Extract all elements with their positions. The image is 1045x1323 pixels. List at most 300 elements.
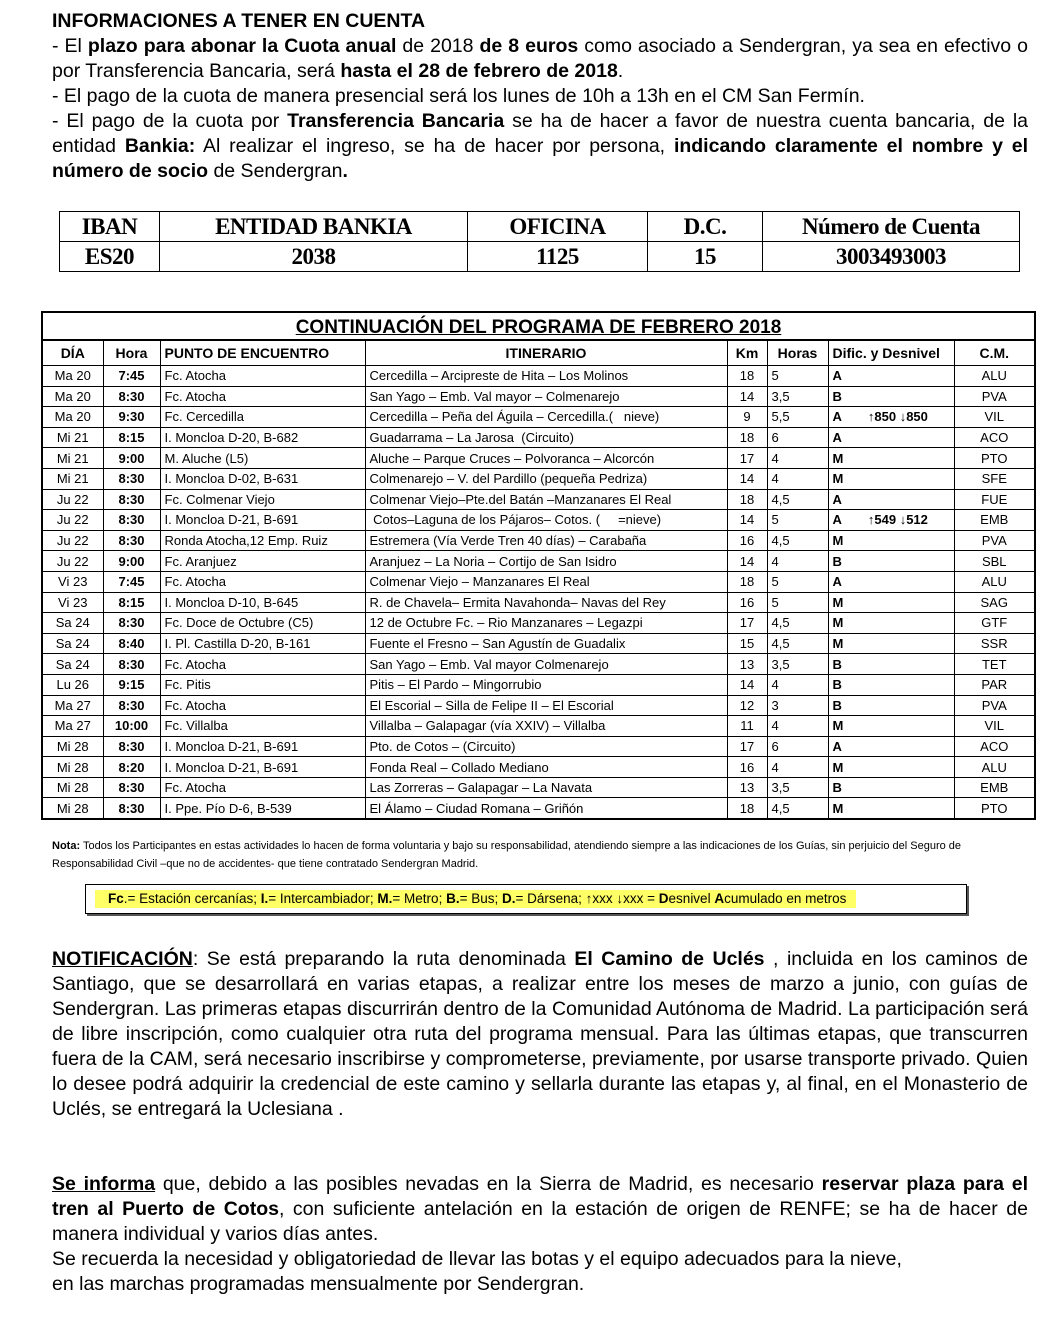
- cell-dificultad: [828, 633, 954, 654]
- cell-dificultad: [828, 530, 954, 551]
- text: se ha de hacer a favor de nuestra cuenta bancaria, de la entidad: [52, 110, 1029, 157]
- cell-punto: I. Moncloa D-21, B-691: [160, 510, 365, 531]
- cell-cm: ACO: [954, 427, 1035, 448]
- cell-punto: M. Aluche (L5): [160, 448, 365, 469]
- cell-hora: 8:30: [103, 654, 160, 675]
- bold-text: Bankia:: [124, 135, 196, 157]
- cell-cm: SSR: [954, 633, 1035, 654]
- cell-punto: I. Moncloa D-20, B-682: [160, 427, 365, 448]
- program-title: CONTINUACIÓN DEL PROGRAMA DE FEBRERO 2018: [41, 311, 1036, 339]
- cell-itinerario: Villalba – Galapagar (vía XXIV) – Villalba: [365, 716, 727, 737]
- camino-name: El Camino de Uclés: [574, 948, 765, 970]
- dificultad-level: M: [832, 450, 844, 466]
- cell-punto: Ronda Atocha,12 Emp. Ruiz: [160, 530, 365, 551]
- cell-dificultad: [828, 757, 954, 778]
- cell-hora: 7:45: [103, 366, 160, 387]
- nota-disclaimer: [52, 837, 1012, 873]
- cell-cm: GTF: [954, 613, 1035, 634]
- legend-abbr-fc: Fc: [108, 891, 124, 906]
- col-header-itinerario: ITINERARIO: [365, 340, 727, 366]
- text: , incluida en los caminos de Santiago, que se desarrollará en varias etapas, a realizar entre los meses de marzo a junio, con guías de Sendergran. Las primeras etapas discurrirán dentro de la Comunidad Autónoma de Madrid. La participación será de libre inscripción, como cualquier otra ruta del programa mensual. Para las últimas etapas, que transcurren fuera de la CAM, será necesario inscribirse y comprometerse, previamente, por usarse transporte privado. Quien lo desee podrá adquirir la credencial de este camino y sellarla durante las etapas y, al final, en el Monasterio de Uclés, se entregará la Uclesiana .: [52, 948, 1028, 1120]
- cell-horas: 3: [767, 695, 828, 716]
- dificultad-level: M: [832, 800, 844, 816]
- table-row: [42, 427, 1035, 448]
- legend-abbr-b: B.: [446, 891, 460, 906]
- cell-km: 14: [727, 386, 767, 407]
- cell-horas: 4,5: [767, 798, 828, 819]
- text: de 2018: [396, 35, 480, 57]
- cell-dificultad: [828, 510, 954, 531]
- cell-hora: 8:30: [103, 613, 160, 634]
- cell-cm: PTO: [954, 448, 1035, 469]
- cell-punto: I. Moncloa D-10, B-645: [160, 592, 365, 613]
- cell-horas: 4: [767, 757, 828, 778]
- cell-cm: PAR: [954, 674, 1035, 695]
- table-row: [42, 674, 1035, 695]
- cell-punto: I. Ppe. Pío D-6, B-539: [160, 798, 365, 819]
- info-title: INFORMACIONES A TENER EN CUENTA: [52, 10, 426, 32]
- legend-abbr-d: D.: [501, 891, 516, 906]
- program-body: [42, 366, 1035, 820]
- cell-itinerario: Cotos–Laguna de los Pájaros– Cotos. ( =nieve): [365, 510, 727, 531]
- info-paragraph-cuota: [52, 34, 1028, 84]
- cell-cm: FUE: [954, 489, 1035, 510]
- cell-km: 11: [727, 716, 767, 737]
- cell-hora: 8:30: [103, 695, 160, 716]
- cell-dificultad: [828, 427, 954, 448]
- text: que, debido a las posibles nevadas en la Sierra de Madrid, es necesario: [155, 1173, 822, 1195]
- cell-km: 18: [727, 798, 767, 819]
- text: : Se está preparando la ruta denominada: [192, 948, 575, 970]
- cell-dificultad: [828, 571, 954, 592]
- cell-km: 13: [727, 654, 767, 675]
- dificultad-level: A: [832, 430, 842, 446]
- cell-km: 18: [727, 366, 767, 387]
- cell-km: 16: [727, 757, 767, 778]
- cell-cm: SBL: [954, 551, 1035, 572]
- cell-itinerario: Cercedilla – Peña del Águila – Cercedilla.( nieve): [365, 407, 727, 428]
- cell-itinerario: 12 de Octubre Fc. – Rio Manzanares – Legazpi: [365, 613, 727, 634]
- cell-hora: 8:30: [103, 798, 160, 819]
- cell-dificultad: [828, 551, 954, 572]
- cell-horas: 6: [767, 427, 828, 448]
- cell-cm: VIL: [954, 407, 1035, 428]
- nota-label: Nota:: [52, 840, 81, 852]
- elevation-arrows-icon: ↑xxx ↓xxx =: [585, 891, 659, 906]
- cell-cm: PVA: [954, 386, 1035, 407]
- table-row: [42, 468, 1035, 489]
- cell-horas: 5,5: [767, 407, 828, 428]
- cell-dificultad: [828, 468, 954, 489]
- informa-label: Se informa: [52, 1173, 156, 1195]
- text: , con suficiente antelación en la estación de origen de RENFE; se ha de hacer de manera individual y varios días antes.: [52, 1198, 1028, 1245]
- dificultad-level: M: [832, 533, 844, 549]
- cell-dia: Mi 21: [42, 448, 103, 469]
- dificultad-level: B: [832, 780, 842, 796]
- info-paragraph-transferencia: [52, 109, 1028, 184]
- cell-km: 18: [727, 489, 767, 510]
- cell-horas: 4: [767, 716, 828, 737]
- dificultad-level: B: [832, 388, 842, 404]
- cell-dificultad: [828, 716, 954, 737]
- dificultad-level: A: [832, 738, 842, 754]
- dificultad-level: M: [832, 718, 844, 734]
- cell-hora: 9:15: [103, 674, 160, 695]
- cell-cm: EMB: [954, 777, 1035, 798]
- cell-km: 14: [727, 551, 767, 572]
- cell-hora: 8:15: [103, 592, 160, 613]
- program-table: [41, 311, 1036, 820]
- table-row: [42, 757, 1035, 778]
- cell-horas: 5: [767, 366, 828, 387]
- table-row: [42, 489, 1035, 510]
- cell-itinerario: El Álamo – Ciudad Romana – Griñón: [365, 798, 727, 819]
- bold-text: de 8 euros: [479, 35, 579, 57]
- col-header-km: Km: [727, 340, 767, 366]
- col-header-punto: PUNTO DE ENCUENTRO: [160, 340, 365, 366]
- cell-cm: SFE: [954, 468, 1035, 489]
- desnivel-value: ↑549 ↓512: [867, 512, 928, 528]
- cell-km: 17: [727, 448, 767, 469]
- cell-hora: 8:30: [103, 468, 160, 489]
- cell-hora: 8:30: [103, 489, 160, 510]
- cell-km: 9: [727, 407, 767, 428]
- bold-text: indicando claramente el nombre y el número de socio: [52, 135, 1029, 182]
- cell-cm: TET: [954, 654, 1035, 675]
- text: - El: [52, 35, 88, 57]
- cell-dia: Vi 23: [42, 592, 103, 613]
- text: como asociado a Sendergran, ya sea en efectivo o por Transferencia Bancaria, será: [52, 35, 1029, 82]
- cell-km: 14: [727, 674, 767, 695]
- informa-section: [52, 1172, 1028, 1297]
- bank-header-dc: D.C.: [648, 212, 763, 242]
- bank-account-table: [59, 211, 1020, 272]
- cell-dia: Ma 20: [42, 407, 103, 428]
- bold-text: hasta el 28 de febrero de 2018: [340, 60, 618, 82]
- bank-value-dc: 15: [648, 242, 763, 272]
- legend-text: esnivel: [668, 891, 715, 906]
- cell-horas: 4: [767, 551, 828, 572]
- dificultad-level: A: [832, 512, 842, 528]
- cell-punto: Fc. Atocha: [160, 366, 365, 387]
- col-header-dificultad: Dific. y Desnivel: [828, 340, 954, 366]
- cell-cm: PTO: [954, 798, 1035, 819]
- table-row: [42, 736, 1035, 757]
- cell-hora: 9:30: [103, 407, 160, 428]
- cell-hora: 8:20: [103, 757, 160, 778]
- bank-value-iban: ES20: [60, 242, 160, 272]
- informa-line-botas: Se recuerda la necesidad y obligatoriedad de llevar las botas y el equipo adecuados para la nieve,: [52, 1248, 902, 1270]
- cell-punto: Fc. Cercedilla: [160, 407, 365, 428]
- dificultad-level: A: [832, 409, 842, 425]
- cell-itinerario: Fuente el Fresno – San Agustín de Guadalix: [365, 633, 727, 654]
- cell-cm: ALU: [954, 571, 1035, 592]
- cell-cm: PVA: [954, 530, 1035, 551]
- cell-dia: Ju 22: [42, 551, 103, 572]
- cell-hora: 8:15: [103, 427, 160, 448]
- cell-km: 15: [727, 633, 767, 654]
- cell-km: 17: [727, 736, 767, 757]
- cell-dia: Sa 24: [42, 654, 103, 675]
- cell-dia: Vi 23: [42, 571, 103, 592]
- table-row: [42, 386, 1035, 407]
- legend-text: .= Estación cercanías;: [123, 891, 261, 906]
- cell-dificultad: [828, 736, 954, 757]
- cell-itinerario: Guadarrama – La Jarosa (Circuito): [365, 427, 727, 448]
- bank-header-entidad: ENTIDAD BANKIA: [160, 212, 468, 242]
- informa-line-marchas: en las marchas programadas mensualmente por Sendergran.: [52, 1273, 585, 1295]
- table-row: [42, 716, 1035, 737]
- cell-itinerario: Las Zorreras – Galapagar – La Navata: [365, 777, 727, 798]
- cell-dia: Lu 26: [42, 674, 103, 695]
- dificultad-level: M: [832, 615, 844, 631]
- cell-itinerario: El Escorial – Silla de Felipe II – El Escorial: [365, 695, 727, 716]
- cell-punto: Fc. Atocha: [160, 571, 365, 592]
- bank-header-row: [60, 212, 1020, 242]
- bold-text: .: [342, 160, 348, 182]
- cell-itinerario: Colmenarejo – V. del Pardillo (pequeña Pedriza): [365, 468, 727, 489]
- cell-dificultad: [828, 448, 954, 469]
- cell-hora: 9:00: [103, 551, 160, 572]
- dificultad-level: A: [832, 491, 842, 507]
- cell-dia: Mi 28: [42, 757, 103, 778]
- cell-hora: 9:00: [103, 448, 160, 469]
- legend-box: [85, 884, 967, 914]
- dificultad-level: B: [832, 697, 842, 713]
- cell-hora: 8:30: [103, 736, 160, 757]
- table-row: [42, 777, 1035, 798]
- cell-itinerario: Aranjuez – La Noria – Cortijo de San Isidro: [365, 551, 727, 572]
- cell-dia: Ma 27: [42, 716, 103, 737]
- notificacion-label: NOTIFICACIÓN: [52, 948, 193, 970]
- cell-itinerario: Pitis – El Pardo – Mingorrubio: [365, 674, 727, 695]
- cell-hora: 8:30: [103, 777, 160, 798]
- cell-km: 13: [727, 777, 767, 798]
- cell-punto: Fc. Atocha: [160, 695, 365, 716]
- cell-dia: Mi 28: [42, 777, 103, 798]
- informa-paragraph: [52, 1172, 1028, 1247]
- legend-text: D: [658, 891, 669, 906]
- notificacion-section: [52, 947, 1028, 1122]
- cell-horas: 5: [767, 571, 828, 592]
- dificultad-level: B: [832, 656, 842, 672]
- bank-header-cuenta: Número de Cuenta: [763, 212, 1020, 242]
- dificultad-level: M: [832, 471, 844, 487]
- table-row: [42, 571, 1035, 592]
- text: Al realizar el ingreso, se ha de hacer por persona,: [195, 135, 674, 157]
- cell-dia: Sa 24: [42, 633, 103, 654]
- cell-dificultad: [828, 592, 954, 613]
- cell-dificultad: [828, 695, 954, 716]
- text: de Sendergran: [208, 160, 343, 182]
- cell-itinerario: Colmenar Viejo – Manzanares El Real: [365, 571, 727, 592]
- text: - El pago de la cuota por: [52, 110, 288, 132]
- cell-punto: I. Moncloa D-21, B-691: [160, 757, 365, 778]
- cell-dificultad: [828, 366, 954, 387]
- cell-cm: PVA: [954, 695, 1035, 716]
- table-row: [42, 530, 1035, 551]
- cell-dificultad: [828, 386, 954, 407]
- cell-punto: Fc. Doce de Octubre (C5): [160, 613, 365, 634]
- cell-km: 18: [727, 571, 767, 592]
- bank-value-cuenta: 3003493003: [763, 242, 1020, 272]
- bank-value-row: [60, 242, 1020, 272]
- table-row: [42, 633, 1035, 654]
- cell-km: 18: [727, 427, 767, 448]
- cell-dificultad: [828, 674, 954, 695]
- cell-dificultad: [828, 654, 954, 675]
- cell-punto: Fc. Aranjuez: [160, 551, 365, 572]
- cell-punto: Fc. Atocha: [160, 777, 365, 798]
- cell-km: 16: [727, 592, 767, 613]
- table-row: [42, 695, 1035, 716]
- cell-punto: Fc. Villalba: [160, 716, 365, 737]
- cell-itinerario: San Yago – Emb. Val mayor – Colmenarejo: [365, 386, 727, 407]
- cell-dia: Ma 27: [42, 695, 103, 716]
- cell-dia: Mi 28: [42, 736, 103, 757]
- bank-value-oficina: 1125: [468, 242, 648, 272]
- table-row: [42, 654, 1035, 675]
- legend-text: = Metro;: [392, 891, 447, 906]
- table-row: [42, 448, 1035, 469]
- cell-dificultad: [828, 777, 954, 798]
- program-header-row: [42, 340, 1035, 366]
- table-row: [42, 613, 1035, 634]
- cell-horas: 3,5: [767, 654, 828, 675]
- table-row: [42, 510, 1035, 531]
- cell-itinerario: Fonda Real – Collado Mediano: [365, 757, 727, 778]
- legend-abbr-m: M.: [377, 891, 393, 906]
- cell-cm: ACO: [954, 736, 1035, 757]
- bold-text: reservar plaza para el tren al Puerto de Cotos: [52, 1173, 1029, 1220]
- table-row: [42, 407, 1035, 428]
- cell-km: 17: [727, 613, 767, 634]
- cell-dia: Ju 22: [42, 489, 103, 510]
- col-header-horas: Horas: [767, 340, 828, 366]
- cell-hora: 7:45: [103, 571, 160, 592]
- dificultad-level: M: [832, 636, 844, 652]
- cell-dia: Mi 21: [42, 427, 103, 448]
- cell-cm: ALU: [954, 757, 1035, 778]
- cell-hora: 8:30: [103, 510, 160, 531]
- legend-text: cumulado en metros: [724, 891, 847, 906]
- cell-hora: 10:00: [103, 716, 160, 737]
- cell-dia: Ma 20: [42, 386, 103, 407]
- nota-text: Todos los Participantes en estas actividades lo hacen de forma voluntaria y bajo su responsabilidad, atendiendo siempre a las indicaciones de los Guías, sin perjuicio del Seguro de Responsabilidad Civil –que no de accidentes- que tiene contratado Sendergran Madrid.: [52, 840, 962, 870]
- dificultad-level: B: [832, 677, 842, 693]
- cell-itinerario: Aluche – Parque Cruces – Polvoranca – Alcorcón: [365, 448, 727, 469]
- legend-text: = Dársena;: [515, 891, 586, 906]
- cell-itinerario: Colmenar Viejo–Pte.del Batán –Manzanares El Real: [365, 489, 727, 510]
- cell-cm: VIL: [954, 716, 1035, 737]
- cell-km: 14: [727, 468, 767, 489]
- cell-dia: Ma 20: [42, 366, 103, 387]
- notificacion-paragraph: [52, 947, 1028, 1122]
- cell-cm: SAG: [954, 592, 1035, 613]
- table-row: [42, 798, 1035, 819]
- cell-horas: 4: [767, 448, 828, 469]
- cell-hora: 8:30: [103, 530, 160, 551]
- cell-punto: Fc. Colmenar Viejo: [160, 489, 365, 510]
- bank-value-entidad: 2038: [160, 242, 468, 272]
- cell-itinerario: R. de Chavela– Ermita Navahonda– Navas del Rey: [365, 592, 727, 613]
- dificultad-level: M: [832, 759, 844, 775]
- cell-dia: Mi 21: [42, 468, 103, 489]
- cell-km: 16: [727, 530, 767, 551]
- cell-horas: 4,5: [767, 633, 828, 654]
- table-row: [42, 592, 1035, 613]
- info-paragraph-presencial: - El pago de la cuota de manera presencial será los lunes de 10h a 13h en el CM San Fermín.: [52, 85, 865, 107]
- cell-dia: Sa 24: [42, 613, 103, 634]
- cell-km: 14: [727, 510, 767, 531]
- cell-itinerario: Pto. de Cotos – (Circuito): [365, 736, 727, 757]
- cell-horas: 6: [767, 736, 828, 757]
- dificultad-level: A: [832, 574, 842, 590]
- table-row: [42, 366, 1035, 387]
- col-header-dia: DÍA: [42, 340, 103, 366]
- dificultad-level: B: [832, 553, 842, 569]
- cell-dia: Ju 22: [42, 510, 103, 531]
- desnivel-value: ↑850 ↓850: [867, 409, 928, 425]
- cell-dificultad: [828, 489, 954, 510]
- cell-horas: 4: [767, 674, 828, 695]
- info-section: [52, 9, 1028, 184]
- legend-text: A: [714, 891, 725, 906]
- table-row: [42, 551, 1035, 572]
- cell-cm: ALU: [954, 366, 1035, 387]
- cell-itinerario: San Yago – Emb. Val mayor Colmenarejo: [365, 654, 727, 675]
- bold-text: plazo para abonar la Cuota anual: [87, 35, 397, 57]
- cell-itinerario: Estremera (Vía Verde Tren 40 días) – Carabaña: [365, 530, 727, 551]
- cell-dificultad: [828, 407, 954, 428]
- col-header-cm: C.M.: [954, 340, 1035, 366]
- cell-dia: Mi 28: [42, 798, 103, 819]
- cell-punto: I. Moncloa D-02, B-631: [160, 468, 365, 489]
- col-header-hora: Hora: [103, 340, 160, 366]
- cell-punto: Fc. Atocha: [160, 386, 365, 407]
- cell-horas: 4,5: [767, 530, 828, 551]
- cell-horas: 3,5: [767, 386, 828, 407]
- cell-horas: 5: [767, 510, 828, 531]
- dificultad-level: A: [832, 368, 842, 384]
- cell-horas: 4,5: [767, 613, 828, 634]
- cell-punto: I. Pl. Castilla D-20, B-161: [160, 633, 365, 654]
- text: .: [617, 60, 624, 82]
- bank-header-oficina: OFICINA: [468, 212, 648, 242]
- cell-cm: EMB: [954, 510, 1035, 531]
- cell-dificultad: [828, 613, 954, 634]
- cell-punto: Fc. Pitis: [160, 674, 365, 695]
- bank-header-iban: IBAN: [60, 212, 160, 242]
- cell-hora: 8:30: [103, 386, 160, 407]
- legend-highlight: [95, 890, 856, 908]
- bold-text: Transferencia Bancaria: [287, 110, 505, 132]
- cell-horas: 5: [767, 592, 828, 613]
- legend-text: = Bus;: [459, 891, 502, 906]
- cell-itinerario: Cercedilla – Arcipreste de Hita – Los Molinos: [365, 366, 727, 387]
- legend-abbr-i: I.: [260, 891, 269, 906]
- cell-horas: 4: [767, 468, 828, 489]
- cell-dificultad: [828, 798, 954, 819]
- cell-horas: 3,5: [767, 777, 828, 798]
- cell-punto: Fc. Atocha: [160, 654, 365, 675]
- cell-km: 12: [727, 695, 767, 716]
- cell-hora: 8:40: [103, 633, 160, 654]
- dificultad-level: M: [832, 594, 844, 610]
- cell-punto: I. Moncloa D-21, B-691: [160, 736, 365, 757]
- legend-text: = Intercambiador;: [268, 891, 378, 906]
- cell-horas: 4,5: [767, 489, 828, 510]
